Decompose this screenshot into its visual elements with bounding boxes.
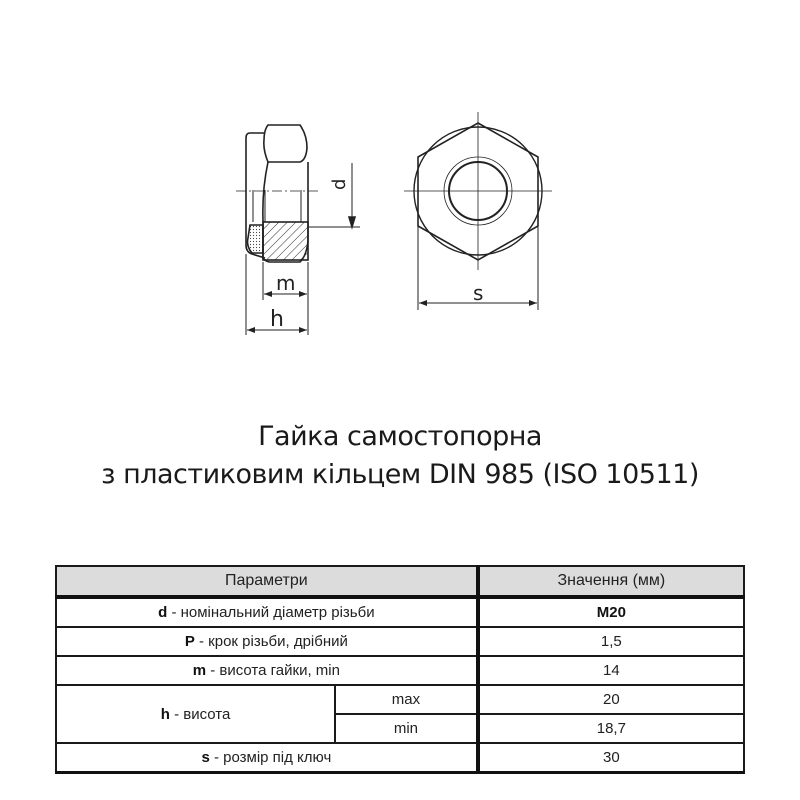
value: M20 [596,604,626,621]
param-cell [56,627,478,656]
label-s: s [473,281,484,305]
value-cell: 20 [478,685,744,714]
value-cell: 14 [478,656,744,685]
param-cell [56,656,478,685]
value-cell: 18,7 [478,714,744,743]
value-cell: 1,5 [478,627,744,656]
parameters-table [55,565,745,774]
label-h: h [270,307,284,332]
param-symbol: h [160,705,170,723]
table-row [56,743,744,773]
title-line-2: з пластиковим кільцем DIN 985 (ISO 10511) [101,459,699,490]
header-params: Параметри [56,566,478,597]
product-title [0,418,800,494]
label-d: d [329,178,350,190]
param-desc: - висота гайки, min [206,662,340,679]
header-values: Значення (мм) [478,566,744,597]
value-cell [478,597,744,627]
table-header-row [56,566,744,597]
value-cell: 30 [478,743,744,773]
param-symbol: P [184,633,195,650]
param-desc: - висота [169,705,231,723]
label-m: m [276,271,296,295]
table-row [56,597,744,627]
sub-label-max: max [335,685,478,714]
param-symbol: s [201,749,210,766]
param-desc: - номінальний діаметр різьби [167,604,375,621]
table-row [56,656,744,685]
side-view [236,125,360,335]
param-symbol: d [158,604,168,621]
table-row [56,627,744,656]
param-symbol: m [192,662,207,679]
param-desc: - розмір під ключ [209,749,332,766]
param-cell [56,685,335,743]
param-desc: - крок різьби, дрібний [194,633,348,650]
title-line-1: Гайка самостопорна [258,421,542,452]
sub-label-min: min [335,714,478,743]
param-cell [56,743,478,773]
table-row [56,685,744,714]
param-cell [56,597,478,627]
